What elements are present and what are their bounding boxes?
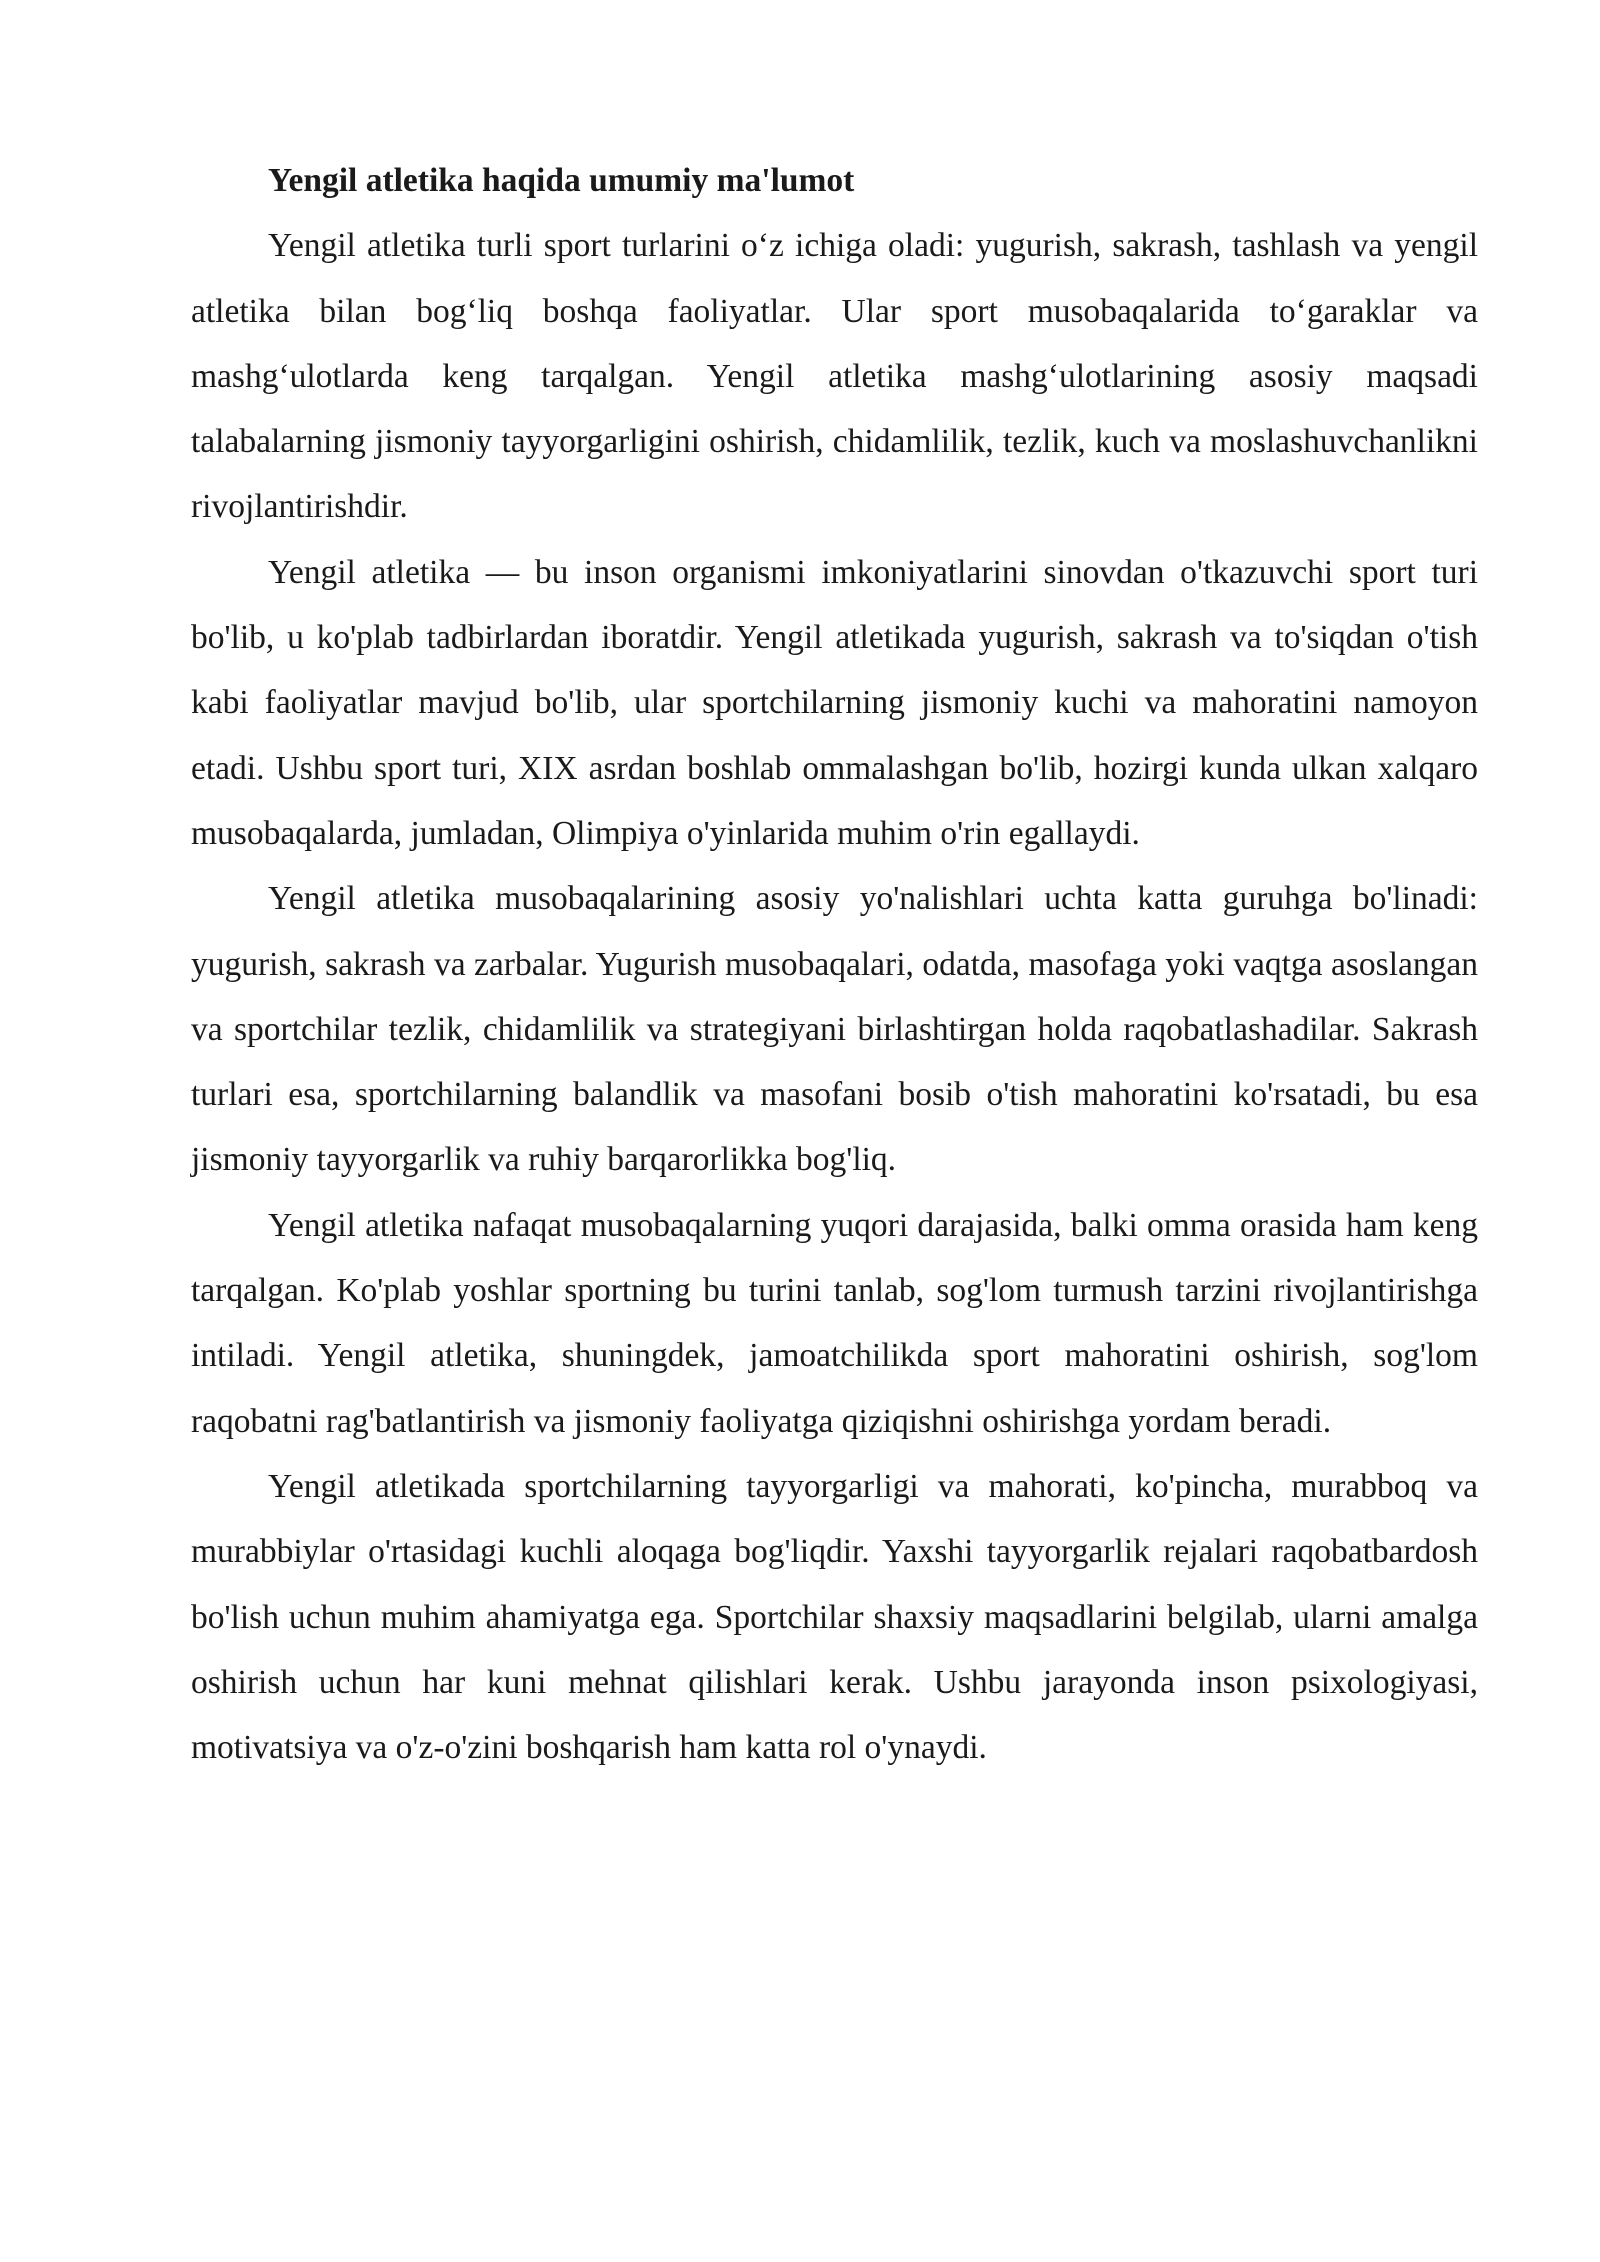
paragraph-1: Yengil atletika turli sport turlarini o‘z ichiga oladi: yugurish, sakrash, tashlash va yengil atletika bilan bog‘liq boshqa faoliyatlar. Ular sport musobaqalarida to‘garaklar va mashg‘ulotlarda keng tarqalgan. Yengil atletika mashg‘ulotlarining asosiy maqsadi talabalarning jismoniy tayyorgarligini oshirish, chidamlilik, tezlik, kuch va moslashuvchanlikni rivojlantirishdir. — [191, 227, 1478, 526]
paragraph-4: Yengil atletika nafaqat musobaqalarning yuqori darajasida, balki omma orasida ham keng tarqalgan. Ko'plab yoshlar sportning bu turini tanlab, sog'lom turmush tarzini rivojlantirishga intiladi. Yengil atletika, shuningdek, jamoatchilikda sport mahoratini oshirish, sog'lom raqobatni rag'batlantirish va jismoniy faoliyatga qiziqishni oshirishga yordam beradi. — [191, 1206, 1478, 1440]
paragraph-5: Yengil atletikada sportchilarning tayyorgarligi va mahorati, ko'pincha, murabboq va murabbiylar o'rtasidagi kuchli aloqaga bog'liqdir. Yaxshi tayyorgarlik rejalari raqobatbardosh bo'lish uchun muhim ahamiyatga ega. Sportchilar shaxsiy maqsadlarini belgilab, ularni amalga oshirish uchun har kuni mehnat qilishlari kerak. Ushbu jarayonda inson psixologiyasi, motivatsiya va o'z-o'zini boshqarish ham katta rol o'ynaydi. — [191, 1467, 1478, 1767]
paragraph-3: Yengil atletika musobaqalarining asosiy yo'nalishlari uchta katta guruhga bo'linadi: yugurish, sakrash va zarbalar. Yugurish musobaqalari, odatda, masofaga yoki vaqtga asoslangan va sportchilar tezlik, chidamlilik va strategiyani birlashtirgan holda raqobatlashadilar. Sakrash turlari esa, sportchilarning balandlik va masofani bosib o'tish mahoratini ko'rsatadi, bu esa jismoniy tayyorgarlik va ruhiy barqarorlikka bog'liq. — [191, 880, 1478, 1179]
paragraph-2: Yengil atletika — bu inson organismi imkoniyatlarini sinovdan o'tkazuvchi sport turi bo'lib, u ko'plab tadbirlardan iboratdir. Yengil atletikada yugurish, sakrash va to'siqdan o'tish kabi faoliyatlar mavjud bo'lib, ular sportchilarning jismoniy kuchi va mahoratini namoyon etadi. Ushbu sport turi, XIX asrdan boshlab ommalashgan bo'lib, hozirgi kunda ulkan xalqaro musobaqalarda, jumladan, Olimpiya o'yinlarida muhim o'rin egallaydi. — [191, 553, 1478, 852]
document-title: Yengil atletika haqida umumiy ma'lumot — [268, 162, 855, 199]
document-body — [191, 148, 1478, 1780]
